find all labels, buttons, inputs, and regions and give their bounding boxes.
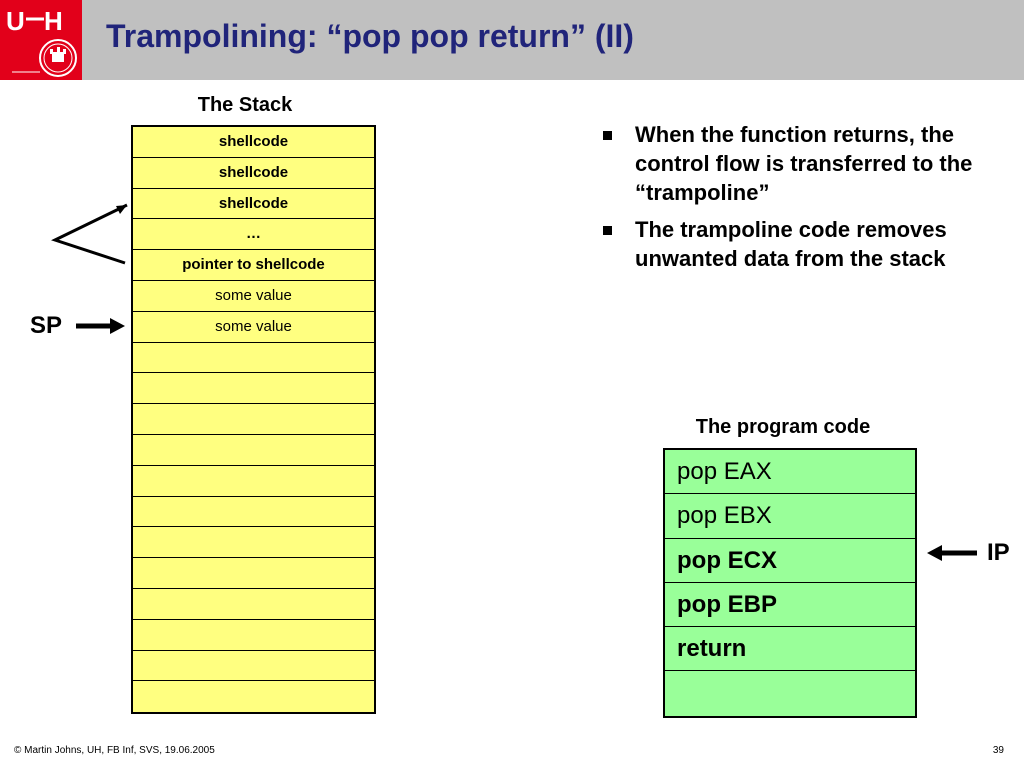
stack-cell bbox=[133, 373, 374, 404]
code-line: pop ECX bbox=[665, 539, 915, 583]
stack-cell bbox=[133, 343, 374, 374]
stack-cell bbox=[133, 620, 374, 651]
stack-cell: some value bbox=[133, 281, 374, 312]
sp-arrow-head bbox=[110, 318, 125, 334]
code-line: pop EBX bbox=[665, 494, 915, 538]
stack-arrows bbox=[0, 0, 140, 360]
code-line: return bbox=[665, 627, 915, 671]
bullet-text: The trampoline code removes unwanted data from the stack bbox=[635, 217, 947, 271]
program-code-title: The program code bbox=[695, 416, 871, 438]
stack-cell: shellcode bbox=[133, 127, 374, 158]
stack-table bbox=[131, 125, 376, 714]
bullet-square-icon bbox=[603, 131, 612, 140]
program-code-table bbox=[663, 448, 917, 718]
svg-text:H: H bbox=[44, 6, 63, 36]
code-line: pop EBP bbox=[665, 583, 915, 627]
stack-cell: … bbox=[133, 219, 374, 250]
ip-arrow-head bbox=[927, 545, 942, 561]
stack-cell bbox=[133, 589, 374, 620]
stack-cell bbox=[133, 681, 374, 712]
bracket-line bbox=[55, 205, 127, 263]
bullet-square-icon bbox=[603, 226, 612, 235]
stack-cell bbox=[133, 466, 374, 497]
page-number: 39 bbox=[992, 745, 1004, 756]
stack-cell bbox=[133, 404, 374, 435]
ip-label: IP bbox=[987, 539, 1010, 566]
slide-header bbox=[0, 0, 1024, 80]
stack-title: The Stack bbox=[197, 94, 293, 116]
code-line bbox=[665, 671, 915, 715]
bullet-item bbox=[601, 120, 1016, 207]
ip-arrow bbox=[920, 540, 980, 570]
stack-cell: some value bbox=[133, 312, 374, 343]
footer-credit: © Martin Johns, UH, FB Inf, SVS, 19.06.2005 bbox=[14, 745, 215, 756]
bullet-list bbox=[601, 120, 1016, 281]
slide-title: Trampolining: “pop pop return” (II) bbox=[106, 18, 634, 54]
svg-text:U: U bbox=[6, 6, 25, 36]
code-line: pop EAX bbox=[665, 450, 915, 494]
stack-cell: shellcode bbox=[133, 158, 374, 189]
stack-cell bbox=[133, 651, 374, 682]
stack-cell bbox=[133, 558, 374, 589]
stack-cell bbox=[133, 527, 374, 558]
sp-label: SP bbox=[30, 312, 63, 339]
stack-cell: shellcode bbox=[133, 189, 374, 220]
stack-cell: pointer to shellcode bbox=[133, 250, 374, 281]
stack-cell bbox=[133, 497, 374, 528]
bullet-item bbox=[601, 215, 1016, 273]
bullet-text: When the function returns, the control flow is transferred to the “trampoline” bbox=[635, 122, 973, 205]
stack-cell bbox=[133, 435, 374, 466]
